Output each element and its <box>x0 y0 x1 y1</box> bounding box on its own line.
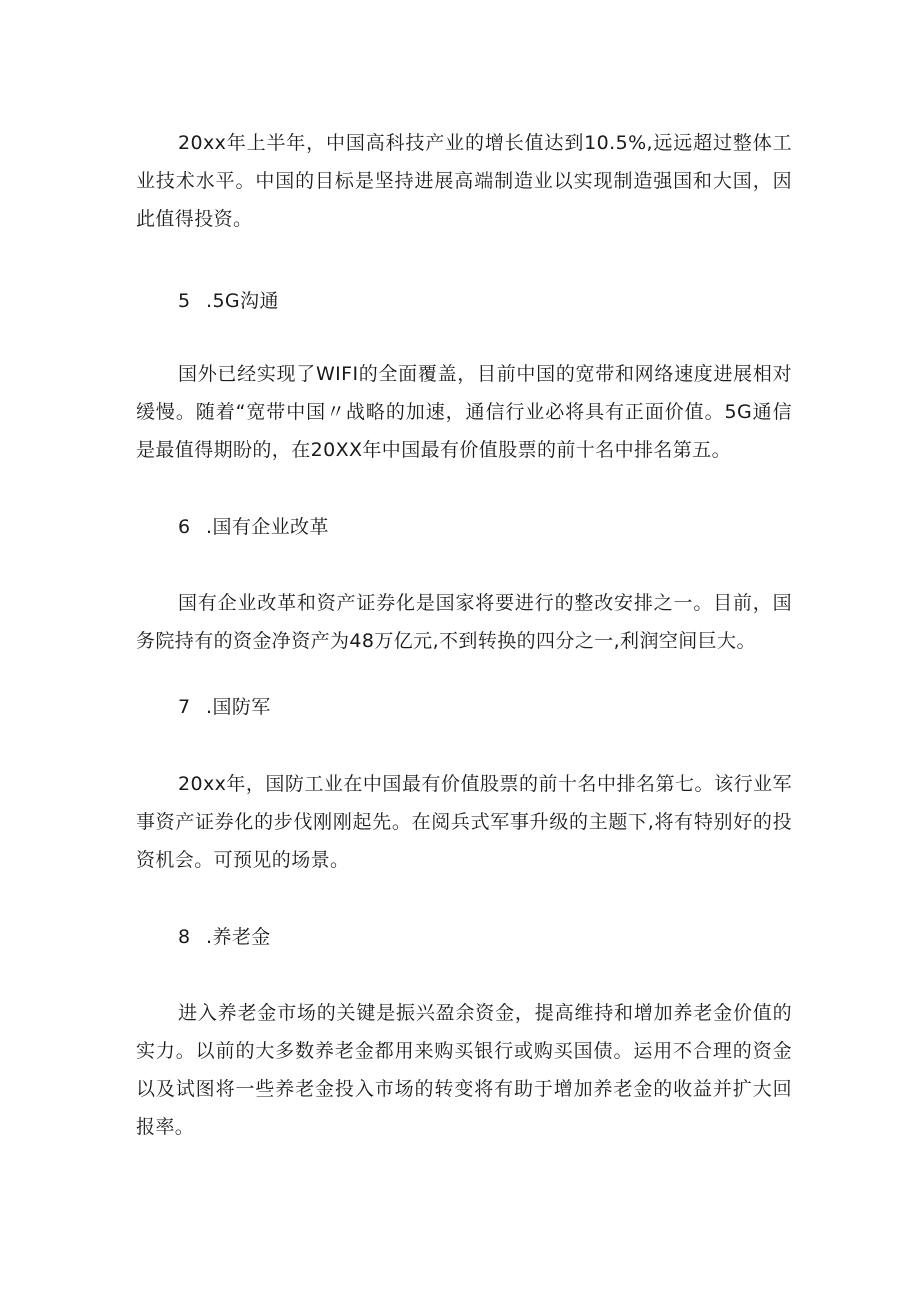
section-number: 6 <box>178 516 191 538</box>
section-title: .养老金 <box>206 926 271 948</box>
section-heading-soe-reform <box>136 508 834 546</box>
section-title: .国有企业改革 <box>206 516 329 538</box>
section-number: 7 <box>178 696 191 718</box>
section-title: .国防军 <box>206 696 271 718</box>
section-heading-5g <box>136 282 834 320</box>
section-heading-defense <box>136 688 834 726</box>
paragraph-5g: 国外已经实现了WIFI的全面覆盖，目前中国的宽带和网络速度进展相对缓慢。随着“宽带中国〃战略的加速，通信行业必将具有正面价值。5G通信是最值得期盼的，在20XX年中国最有价值股票的前十名中排名第五。 <box>136 363 792 461</box>
paragraph-high-tech: 20xx年上半年，中国高科技产业的增长值达到10.5%,远远超过整体工业技术水平。中国的目标是坚持进展高端制造业以实现制造强国和大国，因此值得投资。 <box>136 132 792 230</box>
paragraph-soe-reform: 国有企业改革和资产证券化是国家将要进行的整改安排之一。目前，国务院持有的资金净资产为48万亿元,不到转换的四分之一,利润空间巨大。 <box>136 592 792 652</box>
section-number: 8 <box>178 926 191 948</box>
section-title: .5G沟通 <box>206 290 279 312</box>
section-heading-pension <box>136 918 834 956</box>
paragraph-defense: 20xx年，国防工业在中国最有价值股票的前十名中排名第七。该行业军事资产证券化的步伐刚刚起先。在阅兵式军事升级的主题下,将有特别好的投资机会。可预见的场景。 <box>136 773 792 871</box>
paragraph-pension: 进入养老金市场的关键是振兴盈余资金，提高维持和增加养老金价值的实力。以前的大多数养老金都用来购买银行或购买国债。运用不合理的资金以及试图将一些养老金投入市场的转变将有助于增加养老金的收益并扩大回报率。 <box>136 1002 792 1138</box>
section-number: 5 <box>178 290 191 312</box>
